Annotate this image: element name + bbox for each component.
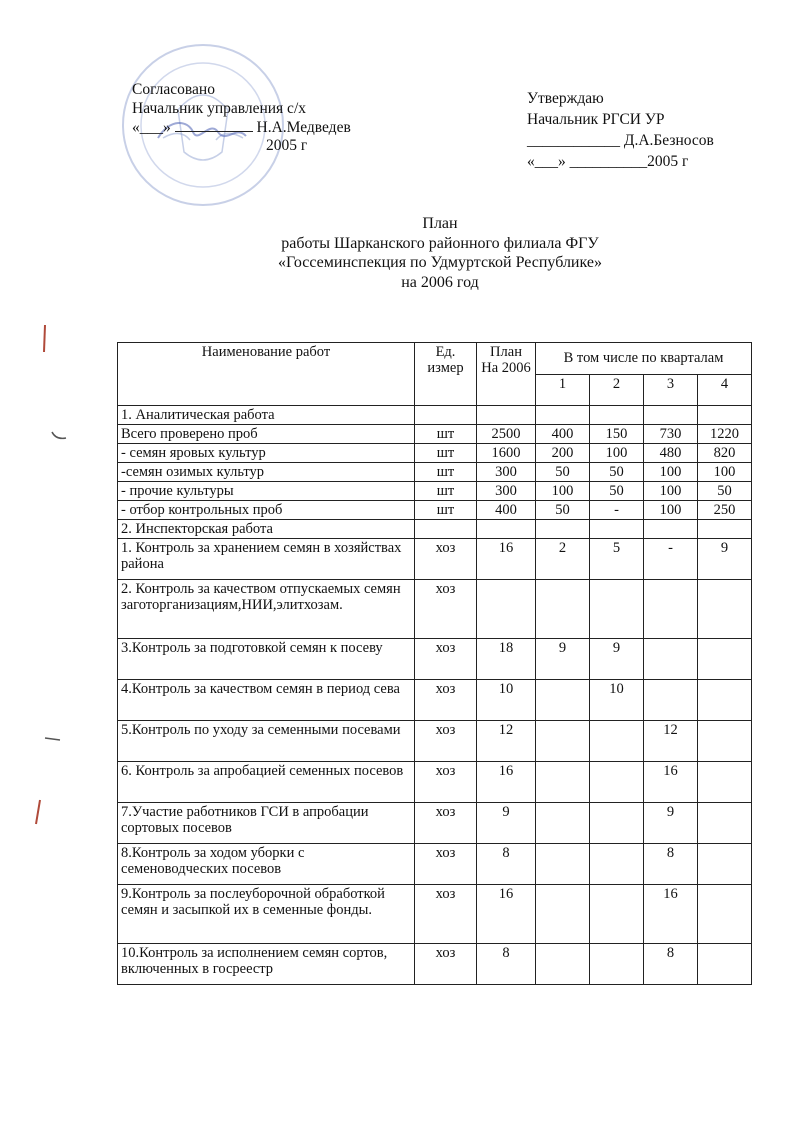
approval-right-line1: Утверждаю	[527, 90, 604, 107]
row-cell-unit: шт	[415, 482, 477, 501]
row-cell-unit: хоз	[415, 803, 477, 844]
table-row	[118, 406, 752, 425]
row-work-name: 1. Аналитическая работа	[118, 406, 415, 425]
table-row	[118, 501, 752, 520]
row-cell-q2: -	[590, 501, 644, 520]
row-cell-unit: хоз	[415, 721, 477, 762]
row-cell-q4	[698, 639, 752, 680]
row-cell-q4	[698, 580, 752, 639]
row-cell-q1	[536, 944, 590, 985]
row-cell-q4: 820	[698, 444, 752, 463]
header-q2: 2	[590, 374, 644, 406]
row-cell-plan: 9	[477, 803, 536, 844]
title-line2: работы Шарканского районного филиала ФГУ	[281, 234, 599, 252]
table-row	[118, 885, 752, 944]
row-cell-q3: 12	[644, 721, 698, 762]
row-work-name: Всего проверено проб	[118, 425, 415, 444]
row-cell-q1	[536, 680, 590, 721]
approval-block-right	[527, 88, 714, 172]
row-cell-unit: хоз	[415, 639, 477, 680]
header-plan: План На 2006	[477, 343, 536, 406]
row-cell-q4	[698, 803, 752, 844]
header-quarters: В том числе по кварталам	[536, 343, 752, 375]
row-cell-q4	[698, 721, 752, 762]
row-cell-q3	[644, 406, 698, 425]
row-work-name: - семян яровых культур	[118, 444, 415, 463]
table-row	[118, 844, 752, 885]
row-cell-unit: хоз	[415, 762, 477, 803]
approval-block-left	[132, 80, 351, 155]
table-row	[118, 425, 752, 444]
approval-right-line2: Начальник РГСИ УР	[527, 111, 665, 128]
row-cell-q2	[590, 944, 644, 985]
row-cell-unit: шт	[415, 425, 477, 444]
table-row	[118, 803, 752, 844]
table-row	[118, 721, 752, 762]
table-row	[118, 539, 752, 580]
row-cell-q3: 480	[644, 444, 698, 463]
title-line3: «Госсеминспекция по Удмуртской Республике»	[278, 254, 602, 271]
document-title	[0, 214, 800, 292]
row-cell-q2: 50	[590, 482, 644, 501]
row-cell-unit: хоз	[415, 680, 477, 721]
table-row	[118, 762, 752, 803]
row-work-name: - отбор контрольных проб	[118, 501, 415, 520]
row-work-name: -семян озимых культур	[118, 463, 415, 482]
row-cell-unit: шт	[415, 501, 477, 520]
row-cell-plan	[477, 520, 536, 539]
row-cell-plan: 16	[477, 762, 536, 803]
header-q1: 1	[536, 374, 590, 406]
approval-right-date: «___» __________2005 г	[527, 153, 689, 170]
row-work-name: 7.Участие работников ГСИ в апробации сортовых посевов	[118, 803, 415, 844]
row-cell-q1	[536, 885, 590, 944]
row-cell-q3	[644, 639, 698, 680]
row-cell-q3: 100	[644, 482, 698, 501]
table-row	[118, 580, 752, 639]
work-plan-table	[117, 342, 752, 985]
row-cell-q3: 730	[644, 425, 698, 444]
row-cell-q1	[536, 721, 590, 762]
row-cell-q4	[698, 844, 752, 885]
row-work-name: 6. Контроль за апробацией семенных посевов	[118, 762, 415, 803]
row-cell-q3: 8	[644, 944, 698, 985]
header-q4: 4	[698, 374, 752, 406]
row-cell-plan: 16	[477, 885, 536, 944]
row-cell-q2	[590, 803, 644, 844]
row-cell-plan: 12	[477, 721, 536, 762]
row-cell-q4: 50	[698, 482, 752, 501]
row-cell-q1: 2	[536, 539, 590, 580]
row-cell-q4	[698, 944, 752, 985]
row-cell-q2	[590, 580, 644, 639]
row-cell-plan: 10	[477, 680, 536, 721]
row-cell-plan: 400	[477, 501, 536, 520]
row-work-name: 2. Контроль за качеством отпускаемых семян заготорганизациям,НИИ,элитхозам.	[118, 580, 415, 639]
row-cell-plan: 16	[477, 539, 536, 580]
row-cell-q2: 150	[590, 425, 644, 444]
row-cell-unit: хоз	[415, 844, 477, 885]
row-cell-q1: 50	[536, 501, 590, 520]
row-cell-q3: 8	[644, 844, 698, 885]
row-cell-q4	[698, 762, 752, 803]
row-cell-q2: 10	[590, 680, 644, 721]
row-cell-q4: 9	[698, 539, 752, 580]
row-cell-q1: 50	[536, 463, 590, 482]
row-cell-plan: 300	[477, 463, 536, 482]
row-cell-q2: 9	[590, 639, 644, 680]
row-cell-unit	[415, 406, 477, 425]
row-cell-q2	[590, 721, 644, 762]
table-body	[118, 406, 752, 985]
row-cell-unit: хоз	[415, 885, 477, 944]
row-cell-plan	[477, 406, 536, 425]
row-cell-q2	[590, 885, 644, 944]
approval-left-year: 2005 г	[266, 137, 308, 154]
approval-left-date-blank: «___»	[132, 119, 171, 136]
row-cell-q1: 400	[536, 425, 590, 444]
row-cell-q2: 50	[590, 463, 644, 482]
row-work-name: 5.Контроль по уходу за семенными посевами	[118, 721, 415, 762]
row-work-name: 9.Контроль за послеуборочной обработкой семян и засыпкой их в семенные фонды.	[118, 885, 415, 944]
row-work-name: 4.Контроль за качеством семян в период сева	[118, 680, 415, 721]
table-row	[118, 482, 752, 501]
signature-line	[175, 131, 253, 132]
row-cell-q1	[536, 406, 590, 425]
row-cell-q3	[644, 580, 698, 639]
row-cell-unit: хоз	[415, 580, 477, 639]
header-q3: 3	[644, 374, 698, 406]
approval-right-signatory: ____________ Д.А.Безносов	[527, 132, 714, 149]
title-line4: на 2006 год	[401, 273, 479, 291]
row-cell-q4	[698, 406, 752, 425]
row-cell-unit: хоз	[415, 539, 477, 580]
row-cell-q2	[590, 520, 644, 539]
table-row	[118, 680, 752, 721]
row-cell-unit: шт	[415, 463, 477, 482]
row-cell-q3: 16	[644, 885, 698, 944]
approval-left-line1: Согласовано	[132, 81, 215, 98]
row-cell-q4	[698, 520, 752, 539]
row-cell-q1: 9	[536, 639, 590, 680]
row-cell-q4: 100	[698, 463, 752, 482]
row-work-name: 8.Контроль за ходом уборки с семеноводческих посевов	[118, 844, 415, 885]
row-cell-q3: 100	[644, 501, 698, 520]
header-unit: Ед. измер	[415, 343, 477, 406]
table-row	[118, 444, 752, 463]
row-work-name: - прочие культуры	[118, 482, 415, 501]
row-cell-q4	[698, 885, 752, 944]
row-cell-q4: 250	[698, 501, 752, 520]
row-cell-q3: 16	[644, 762, 698, 803]
row-cell-q3: 100	[644, 463, 698, 482]
row-cell-unit: хоз	[415, 944, 477, 985]
row-cell-plan: 8	[477, 944, 536, 985]
row-cell-plan: 18	[477, 639, 536, 680]
title-line1: План	[422, 215, 458, 232]
row-cell-q1	[536, 520, 590, 539]
row-cell-q2	[590, 406, 644, 425]
table-row	[118, 944, 752, 985]
row-cell-unit: шт	[415, 444, 477, 463]
row-cell-q1	[536, 844, 590, 885]
table-header-row	[118, 343, 752, 375]
row-cell-q2: 100	[590, 444, 644, 463]
row-work-name: 1. Контроль за хранением семян в хозяйствах района	[118, 539, 415, 580]
row-cell-q1: 100	[536, 482, 590, 501]
header-name: Наименование работ	[118, 343, 415, 406]
approval-left-line2: Начальник управления с/х	[132, 100, 306, 117]
approval-left-signatory: Н.А.Медведев	[256, 119, 351, 136]
row-cell-q1	[536, 803, 590, 844]
row-work-name: 2. Инспекторская работа	[118, 520, 415, 539]
row-cell-plan: 2500	[477, 425, 536, 444]
row-cell-q4	[698, 680, 752, 721]
table-row	[118, 639, 752, 680]
row-cell-q3	[644, 520, 698, 539]
row-cell-q2: 5	[590, 539, 644, 580]
row-cell-q3	[644, 680, 698, 721]
row-cell-unit	[415, 520, 477, 539]
row-cell-plan	[477, 580, 536, 639]
row-cell-plan: 300	[477, 482, 536, 501]
row-cell-q4: 1220	[698, 425, 752, 444]
row-work-name: 3.Контроль за подготовкой семян к посеву	[118, 639, 415, 680]
row-cell-q1	[536, 762, 590, 803]
row-cell-q1	[536, 580, 590, 639]
row-cell-q1: 200	[536, 444, 590, 463]
row-cell-plan: 8	[477, 844, 536, 885]
row-cell-q3: 9	[644, 803, 698, 844]
row-cell-plan: 1600	[477, 444, 536, 463]
table-row	[118, 463, 752, 482]
approval-left-line3	[132, 118, 351, 137]
row-cell-q2	[590, 844, 644, 885]
table-row	[118, 520, 752, 539]
row-work-name: 10.Контроль за исполнением семян сортов, включенных в госреестр	[118, 944, 415, 985]
row-cell-q3: -	[644, 539, 698, 580]
row-cell-q2	[590, 762, 644, 803]
